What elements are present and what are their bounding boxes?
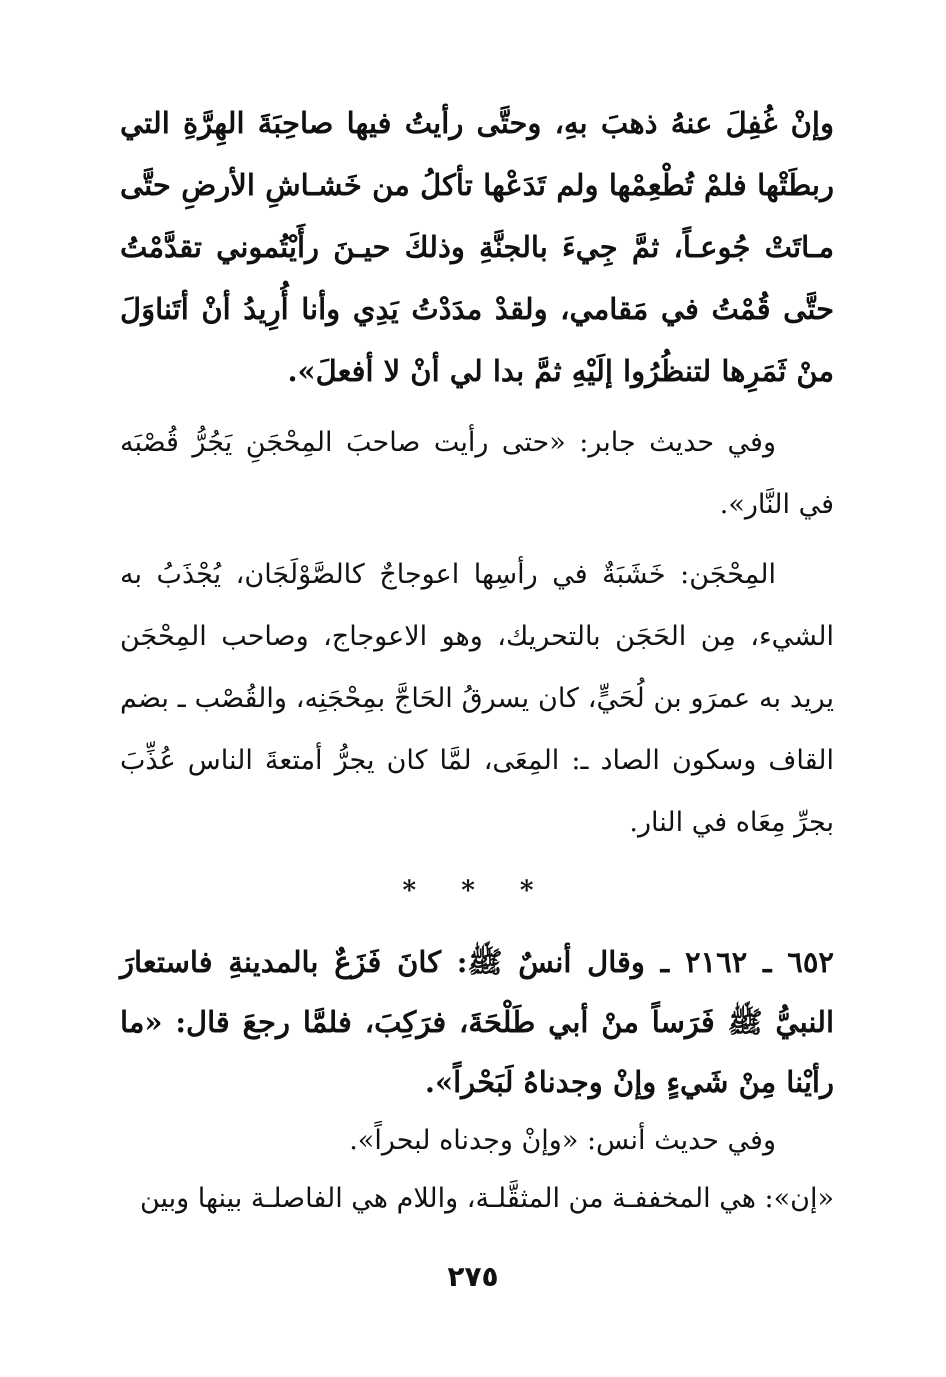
section-divider-stars: * * * <box>402 876 552 906</box>
paragraph-mihjan-explanation: المِحْجَن: خَشَبَةٌ في رأسِها اعوجاجٌ كالصَّوْلَجَان، يُجْذَبُ به الشيء، مِن الحَجَن بالتحريك، وهو الاعوجاج، وصاحب المِحْجَن يريد به عمرَو بن لُحَيٍّ، كان يسرقُ الحَاجَّ بمِحْجَنِه، والقُصْب ـ بضم القاف وسكون الصاد ـ: المِعَى، لمَّا كان يجرُّ أمتعةَ الناس عُذِّبَ بجرِّ مِعَاه في النار. <box>120 559 834 838</box>
page-body <box>120 92 834 1228</box>
paragraph-hadith-652: ٦٥٢ ـ ٢١٦٢ ـ وقال أنسٌ ﷺ: كانَ فَزَعٌ بالمدينةِ فاستعارَ النبيُّ ﷺ فَرَساً منْ أبي طَلْحَةَ، فرَكِبَ، فلمَّا رجعَ قال: «ما رأيْنا مِنْ شَيءٍ وإنْ وجدناهُ لَبَحْراً». <box>120 945 834 1099</box>
paragraph-anas-narration: وفي حديث أنس: «وإنْ وجدناه لبحراً». <box>349 1125 776 1156</box>
paragraph-in-explanation: «إن»: هي المخففـة من المثقَّلـة، واللام هي الفاصلـة بينها وبين <box>139 1183 834 1214</box>
page-number: ٢٧٥ <box>447 1260 499 1293</box>
paragraph-jabir-narration: وفي حديث جابر: «حتى رأيت صاحبَ المِحْجَنِ يَجُرُّ قُصْبَه في النَّار». <box>120 427 834 520</box>
paragraph-hadith-continuation: وإنْ غُفِلَ عنهُ ذهبَ بهِ، وحتَّى رأيتُ فيها صاحِبَةَ الهِرَّةِ التي ربطَتْها فلمْ تُطْعِمْها ولم تَدَعْها تأكلُ من خَشـاشِ الأرضِ حتَّى مـاتَتْ جُوعـاً، ثمَّ جِيءَ بالجنَّةِ وذلكَ حيـنَ رأَيْتُموني تقدَّمْتُ حتَّى قُمْتُ في مَقامي، ولقدْ مدَدْتُ يَدِي وأنا أُرِيدُ أنْ أتَناوَلَ منْ ثَمَرِها لتنظُرُوا إلَيْهِ ثمَّ بدا لي أنْ لا أفعلَ». <box>120 106 834 388</box>
